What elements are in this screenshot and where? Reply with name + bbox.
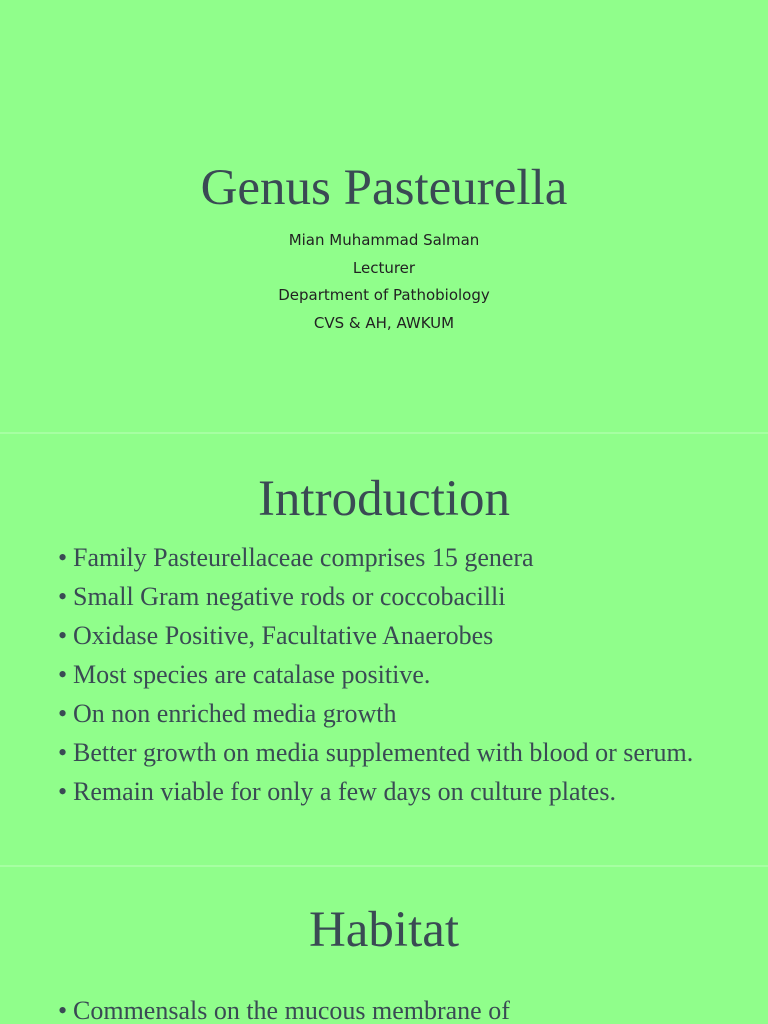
bullet-icon: • [58,543,68,572]
list-item: • Most species are catalase positive. [58,660,431,689]
slide-title-heading: Genus Pasteurella [200,160,568,216]
slide-habitat [0,867,768,1024]
bullet-icon: • [58,621,68,650]
list-item: • Remain viable for only a few days on culture plates. [58,777,616,806]
list-item: • Small Gram negative rods or coccobacilli [58,582,506,611]
author-department: Department of Pathobiology [278,286,490,304]
author-institution: CVS & AH, AWKUM [313,313,455,332]
bullet-icon: • [58,996,68,1024]
bullet-icon: • [58,582,68,611]
slide-subtitle [0,227,768,337]
bullet-icon: • [58,738,68,767]
list-item: • On non enriched media growth [58,699,397,728]
slide-introduction-heading: Introduction [257,471,511,527]
list-item: • Oxidase Positive, Facultative Anaerobes [58,621,494,650]
slide-introduction [0,434,768,865]
bullet-icon: • [58,660,68,689]
slide-title [0,0,768,432]
introduction-bullet-list [58,542,708,815]
bullet-icon: • [58,699,68,728]
list-item: • Commensals on the mucous membrane of [58,996,510,1024]
list-item: • Family Pasteurellaceae comprises 15 genera [58,543,534,572]
list-item: • Better growth on media supplemented with blood or serum. [58,738,694,767]
habitat-bullet-list [58,995,708,1024]
bullet-icon: • [58,777,68,806]
slide-habitat-heading: Habitat [308,902,460,958]
author-position: Lecturer [352,258,416,277]
author-name: Mian Muhammad Salman [288,231,480,249]
